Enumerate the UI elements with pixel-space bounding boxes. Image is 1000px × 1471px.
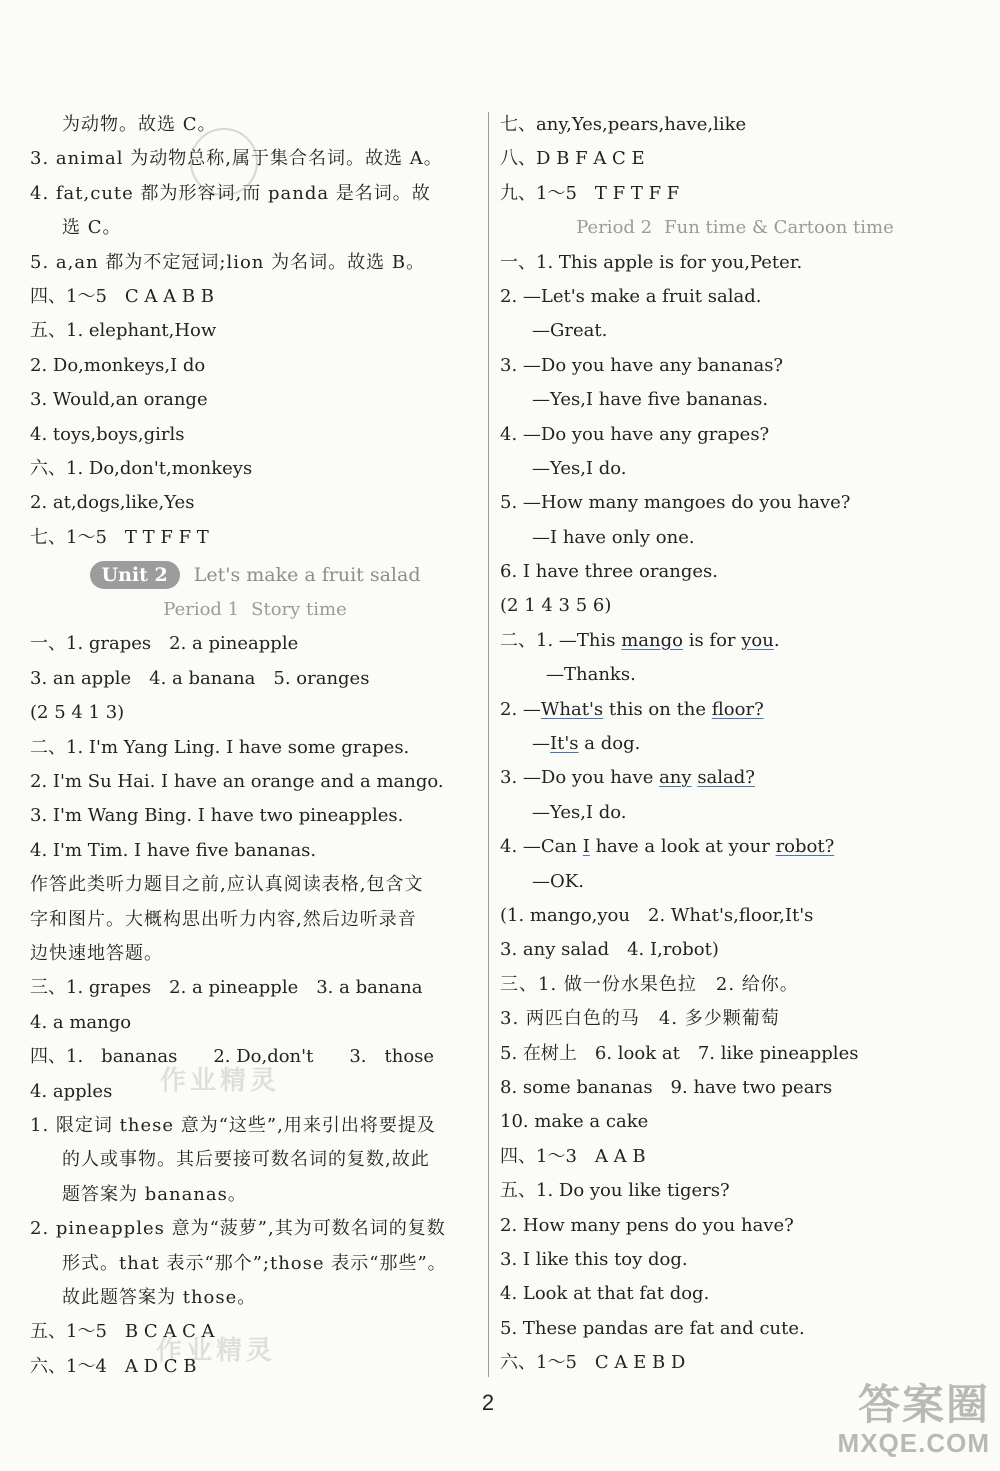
text-line: —Yes,I do. (532, 457, 627, 479)
text-line: 3. Would,an orange (30, 389, 208, 411)
text-line: 三、1. 做一份水果色拉 2. 给你。 (500, 973, 799, 995)
text-line: 为动物。故选 C。 (62, 114, 217, 135)
period-heading (30, 593, 480, 627)
text-line: 的人或事物。其后要接可数名词的复数,故此 (62, 1149, 430, 1171)
ghost-watermark: 作业精灵 (160, 1066, 281, 1096)
unit-heading (30, 555, 480, 593)
text-line: 五、1. Do you like tigers? (500, 1180, 730, 1202)
text-line: 二、1. I'm Yang Ling. I have some grapes. (30, 736, 410, 758)
text-line: 作答此类听力题目之前,应认真阅读表格,包含文 (30, 874, 424, 896)
column-divider (488, 112, 489, 1377)
text-line: —It's a dog. (532, 733, 641, 755)
text-span: have a look at your (589, 836, 776, 858)
text-line: 五、1～5 B C A C A (30, 1321, 215, 1343)
text-line: 四、1～5 C A A B B (30, 285, 215, 307)
text-span: is for (682, 629, 742, 651)
text-line: 8. some bananas 9. have two pears (500, 1076, 833, 1098)
text-line: 4. fat,cute 都为形容词,而 panda 是名词。故 (30, 182, 431, 204)
unit-title: Let's make a fruit salad (193, 564, 421, 587)
text-span: 2. — (500, 698, 541, 720)
text-span: 3. —Do you have (500, 767, 660, 789)
period-title: Story time (251, 599, 347, 621)
text-line: 故此题答案为 those。 (62, 1286, 257, 1308)
text-line: 一、1. This apple is for you,Peter. (500, 251, 803, 273)
underlined-word: salad? (697, 767, 755, 789)
text-line: —OK. (532, 870, 584, 892)
ghost-watermark-2: 作业精灵 (156, 1336, 277, 1366)
text-line: —Great. (532, 320, 608, 342)
text-line: 八、D B F A C E (500, 148, 645, 170)
text-line: —Yes,I do. (532, 801, 627, 823)
text-line (500, 624, 970, 658)
site-watermark (838, 1382, 990, 1458)
text-span: . (773, 629, 780, 651)
text-line: 2. I'm Su Hai. I have an orange and a mango. (30, 771, 444, 793)
text-line: 3. an apple 4. a banana 5. oranges (30, 667, 370, 689)
period-heading (500, 211, 970, 245)
text-span: 二、1. —This (500, 629, 622, 651)
text-line: 六、1～5 C A E B D (500, 1352, 686, 1374)
underlined-word: mango (621, 629, 683, 651)
text-line: 四、1. bananas 2. Do,don't 3. those (30, 1046, 435, 1068)
text-line: 选 C。 (62, 217, 122, 239)
watermark-logo-text: 答案圈 (857, 1381, 990, 1428)
text-line: 六、1. Do,don't,monkeys (30, 457, 253, 479)
text-line (500, 830, 970, 864)
period-label: Period 2 (576, 217, 653, 239)
text-line: 五、1. elephant,How (30, 320, 217, 342)
text-line: 3. 两匹白色的马 4. 多少颗葡萄 (500, 1008, 780, 1030)
text-line (500, 761, 970, 795)
period-title: Fun time & Cartoon time (664, 217, 894, 239)
text-span: a dog. (578, 733, 641, 755)
text-line: 5. a,an 都为不定冠词;lion 为名词。故选 B。 (30, 251, 426, 273)
text-line (500, 693, 970, 727)
text-line: 4. I'm Tim. I have five bananas. (30, 839, 317, 861)
text-line: 2. pineapples 意为“菠萝”,其为可数名词的复数 (30, 1218, 446, 1240)
text-line: (2 5 4 1 3) (30, 702, 125, 724)
text-line: 10. make a cake (500, 1111, 649, 1133)
right-column (500, 108, 970, 1380)
text-line: 2. —Let's make a fruit salad. (500, 285, 762, 307)
text-line: (1. mango,you 2. What's,floor,It's (500, 904, 814, 926)
text-line: 三、1. grapes 2. a pineapple 3. a banana (30, 977, 423, 999)
text-line: 四、1～3 A A B (500, 1145, 646, 1167)
text-line: 2. How many pens do you have? (500, 1214, 794, 1236)
text-line: 4. —Do you have any grapes? (500, 423, 770, 445)
text-line: 6. I have three oranges. (500, 561, 718, 583)
text-line: 七、1～5 T T F F T (30, 526, 209, 548)
text-line: 4. a mango (30, 1011, 132, 1033)
text-line: 1. 限定词 these 意为“这些”,用来引出将要提及 (30, 1114, 436, 1136)
underlined-word: floor? (711, 698, 764, 720)
text-line: —Yes,I have five bananas. (532, 389, 769, 411)
left-column (30, 108, 480, 1384)
text-line: 5. These pandas are fat and cute. (500, 1317, 805, 1339)
text-line: 字和图片。大概构思出听力内容,然后边听录音 (30, 908, 417, 930)
underlined-word: you (741, 629, 774, 651)
text-line: 3. any salad 4. I,robot) (500, 939, 719, 961)
text-line: 3. I'm Wang Bing. I have two pineapples. (30, 805, 404, 827)
text-line: 边快速地答题。 (30, 942, 163, 964)
text-line: 3. I like this toy dog. (500, 1248, 688, 1270)
underlined-word: any (659, 767, 692, 789)
text-line: (2 1 4 3 5 6) (500, 595, 612, 617)
text-line: 3. —Do you have any bananas? (500, 354, 784, 376)
text-span: 4. —Can (500, 836, 583, 858)
text-line: 一、1. grapes 2. a pineapple (30, 633, 299, 655)
text-span: this on the (603, 698, 712, 720)
text-line: —I have only one. (532, 526, 695, 548)
underlined-word: What's (540, 698, 604, 720)
text-line: 4. apples (30, 1080, 113, 1102)
unit-badge: Unit 2 (90, 561, 180, 589)
watermark-url: MXQE.COM (837, 1428, 990, 1458)
underlined-word: I (582, 836, 590, 858)
text-line: 2. at,dogs,like,Yes (30, 492, 195, 514)
text-line: 形式。that 表示“那个”;those 表示“那些”。 (62, 1252, 447, 1274)
text-line: 题答案为 bananas。 (62, 1183, 247, 1205)
text-line: 5. 在树上 6. look at 7. like pineapples (500, 1042, 859, 1064)
text-line: 3. animal 为动物总称,属于集合名词。故选 A。 (30, 148, 443, 170)
underlined-word: It's (550, 733, 579, 755)
text-line: —Thanks. (546, 664, 636, 686)
text-line: 2. Do,monkeys,I do (30, 354, 206, 376)
text-line: 4. toys,boys,girls (30, 423, 185, 445)
text-line: 4. Look at that fat dog. (500, 1283, 710, 1305)
period-label: Period 1 (163, 599, 240, 621)
page-number: 2 (481, 1390, 495, 1415)
underlined-word: robot? (775, 836, 835, 858)
text-line: 5. —How many mangoes do you have? (500, 492, 851, 514)
text-line: 九、1～5 T F T F F (500, 182, 680, 204)
text-line: 六、1～4 A D C B (30, 1355, 197, 1377)
text-line: 七、any,Yes,pears,have,like (500, 114, 747, 135)
